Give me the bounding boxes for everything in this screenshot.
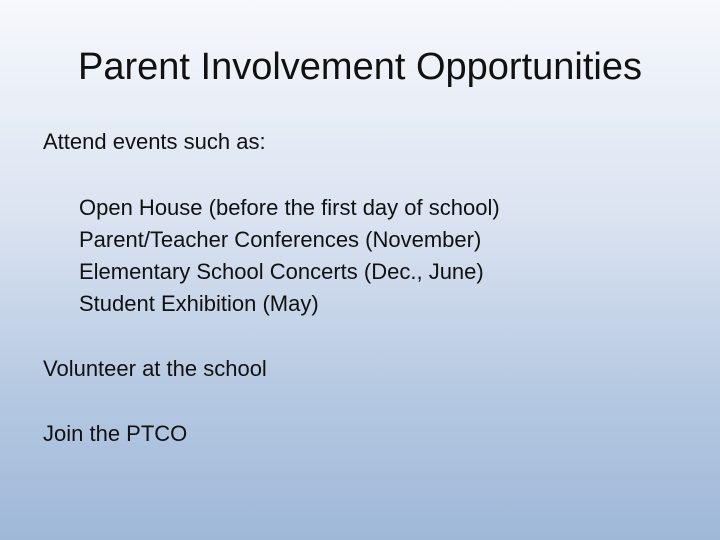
join-ptco-item: Join the PTCO (43, 421, 188, 446)
volunteer-item: Volunteer at the school (43, 356, 267, 381)
event-open-house: Open House (before the first day of school) (79, 195, 500, 220)
slide-title: Parent Involvement Opportunities (78, 46, 642, 88)
event-student-exhibition: Student Exhibition (May) (79, 291, 319, 316)
attend-events-heading: Attend events such as: (43, 129, 266, 154)
event-elementary-concerts: Elementary School Concerts (Dec., June) (79, 259, 484, 284)
event-parent-teacher-conferences: Parent/Teacher Conferences (November) (79, 227, 482, 252)
